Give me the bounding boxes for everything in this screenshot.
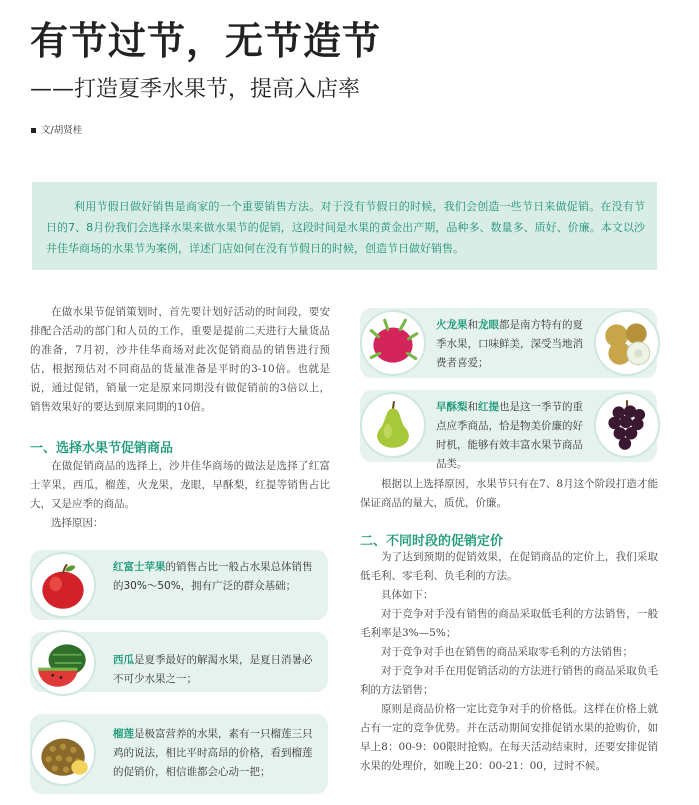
longan-icon [594,310,660,376]
card-durian-text: 是极富营养的水果，素有一只榴莲三只鸡的说法，相比平时高昂的价格，看到榴莲的促销价，相信谁都会心动一把； [113,728,313,778]
card-watermelon-name: 西瓜 [113,654,134,666]
grape-icon [594,392,660,458]
card-apple-text: 的销售占比一般占水果总体销售的30%～50%，拥有广泛的群众基础； [113,561,313,592]
right-paragraph-2-text: 为了达到预期的促销效果，在促销商品的定价上，我们采取低毛利、零毛利、负毛利的方法。 [360,551,658,582]
section-2-heading: 二、不同时段的促销定价 [360,534,504,549]
card-durian-name: 榴莲 [113,728,134,740]
article-title: 有节过节，无节造节 [30,19,382,63]
intro-box: 利用节假日做好销售是商家的一个重要销售方法。对于没有节假日的时候，我们会创造一些节日来做促销。在没有节日的7、8月份我们会选择水果来做水果节的促销，这段时间是水果的黄金出产期，品种多、数量多、质好、价廉。本文以沙井佳华商场的水果节为案例，详述门店如何在没有节假日的时候，创造节日做好销售。 [32,182,657,270]
apple-icon [30,552,96,618]
right-paragraph-4-text: 对于竞争对手没有销售的商品采取低毛利的方法销售，一般毛利率是3%—5%； [360,608,658,639]
right-body [360,548,658,776]
card-apple-name: 红富士苹果 [113,561,166,573]
article-subtitle: ——打造夏季水果节，提高入店率 [30,77,361,102]
watermelon-icon [30,630,96,696]
card-pear-name: 早酥梨 [436,401,468,413]
card-and-1: 和 [467,319,478,331]
dragon-fruit-icon [360,310,426,376]
card-dragon-fruit-name: 火龙果 [436,319,468,331]
right-paragraph-6-text: 对于竞争对手在用促销活动的方法进行销售的商品采取负毛利的方法销售； [360,665,658,696]
card-longan-name: 龙眼 [478,319,499,331]
card-grape-name: 红提 [478,401,499,413]
byline [31,122,82,136]
left-paragraph-2 [30,457,330,533]
section-1-heading: 一、选择水果节促销商品 [30,441,174,456]
left-paragraph-1 [30,303,330,417]
right-paragraph-1 [360,475,658,513]
left-paragraph-2-text: 在做促销商品的选择上，沙井佳华商场的做法是选择了红富士苹果，西瓜，榴莲，火龙果，龙眼，早酥梨，红提等销售占比大，又是应季的商品。 [30,460,330,510]
durian-icon [30,720,96,786]
right-paragraph-5-text: 对于竞争对手也在销售的商品采取零毛利的方法销售； [381,646,633,658]
right-paragraph-7-text: 原则是商品价格一定比竞争对手的价格低。这样在价格上就占有一定的竞争优势。并在活动期间安排促销水果的抢购价，如早上8：00-9：00限时抢购。在每天活动结束时，还要安排促销水果的处理价，如晚上20：00-21：00，过时不候。 [360,703,658,772]
pear-icon [360,392,426,458]
card-and-2: 和 [467,401,478,413]
byline-author: 文/胡贤桂 [41,125,83,136]
square-bullet-icon [31,128,36,133]
right-paragraph-3-text: 具体如下： [381,589,434,601]
right-paragraph-1-text: 根据以上选择原因，水果节只有在7、8月这个阶段打造才能保证商品的量大，质优，价廉。 [360,478,658,509]
card-dragon-longan-text: 都是南方特有的夏季水果，口味鲜美，深受当地消费者喜爱； [436,319,583,369]
card-pear-grape-text: 也是这一季节的重点应季商品，恰是物美价廉的好时机，能够有效丰富水果节商品品类。 [436,401,583,470]
left-paragraph-1-text: 在做水果节促销策划时，首先要计划好活动的时间段，要安排配合活动的部门和人员的工作，重要是提前二天进行大量货品的准备，7月初，沙井佳华商场对此次促销商品的销售进行预估，根据预估对不同商品的货量准备是平时的3-10倍。也就是说，通过促销，销量一定是原来同期没有做促销前的3倍以上，销售效果好的要达到原来同期的10倍。 [30,306,330,413]
card-watermelon-text: 是夏季最好的解渴水果，是夏日消暑必不可少水果之一； [113,654,313,685]
left-paragraph-3-text: 选择原因： [51,517,104,529]
